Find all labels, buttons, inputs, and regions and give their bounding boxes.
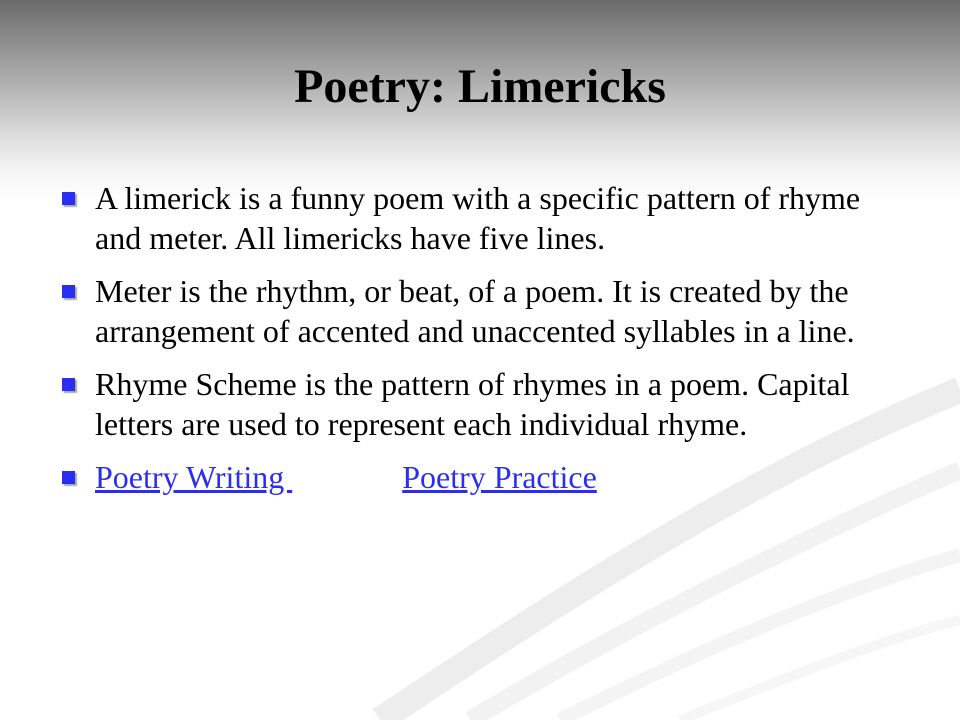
bullet-text: Meter is the rhythm, or beat, of a poem. It is created by the arrangement of accented and unaccented syllables in a line. xyxy=(95,273,855,349)
poetry-practice-link[interactable]: Poetry Practice xyxy=(402,459,597,495)
square-bullet-icon xyxy=(62,285,75,298)
bullet-text: Rhyme Scheme is the pattern of rhymes in a poem. Capital letters are used to represent each individual rhyme. xyxy=(95,366,850,442)
poetry-writing-link[interactable]: Poetry Writing xyxy=(95,459,293,495)
square-bullet-icon xyxy=(62,192,75,205)
square-bullet-icon xyxy=(62,471,75,484)
bullet-item-meter xyxy=(60,271,910,351)
bullet-item-rhyme-scheme xyxy=(60,364,910,444)
slide-title: Poetry: Limericks xyxy=(294,60,666,113)
bullet-item-limerick xyxy=(60,178,910,258)
bullet-list xyxy=(60,178,910,510)
bullet-text: A limerick is a funny poem with a specific pattern of rhyme and meter. All limericks have five lines. xyxy=(95,180,861,256)
square-bullet-icon xyxy=(62,378,75,391)
bullet-item-links xyxy=(60,457,910,497)
